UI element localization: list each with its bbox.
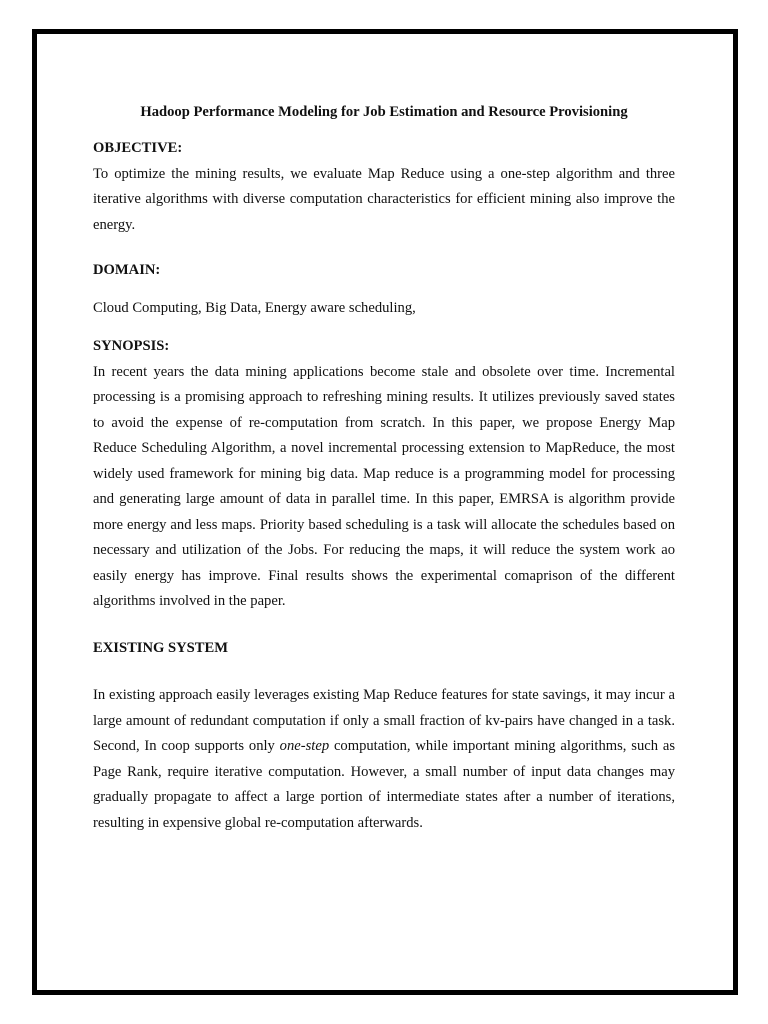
synopsis-heading: SYNOPSIS: <box>93 338 170 354</box>
objective-section <box>93 136 675 238</box>
existing-system-section <box>93 636 675 837</box>
objective-text: To optimize the mining results, we evaluate Map Reduce using a one-step algorithm and three iterative algorithms with diverse computation characteristics for efficient mining also improve the energy. <box>93 165 675 233</box>
synopsis-text: In recent years the data mining applications become stale and obsolete over time. Incremental processing is a promising approach to refreshing mining results. It utilizes previously saved states to avoid the expense of re-computation from scratch. In this paper, we propose Energy Map Reduce Scheduling Algorithm, a novel incremental processing extension to MapReduce, the most widely used framework for mining big data. Map reduce is a programming model for processing and generating large amount of data in parallel time. In this paper, EMRSA is algorithm provide more energy and less maps. Priority based scheduling is a task will allocate the schedules based on necessary and utilization of the Jobs. For reducing the maps, it will reduce the system work ao easily energy has improve. Final results shows the experimental comaprison of the different algorithms involved in the paper. <box>93 363 675 609</box>
synopsis-section <box>93 334 675 615</box>
existing-system-text <box>93 683 675 836</box>
document-body <box>93 101 675 836</box>
document-title: Hadoop Performance Modeling for Job Estimation and Resource Provisioning <box>140 104 628 120</box>
existing-system-text-part1: In existing approach easily leverages existing Map Reduce features for state savings, it may incur a large amount of redundant computation if only a small fraction of kv-pairs have changed in a task. Second, In coop supports only <box>93 687 675 754</box>
existing-system-heading: EXISTING SYSTEM <box>93 639 229 656</box>
domain-text: Cloud Computing, Big Data, Energy aware scheduling, <box>93 299 416 316</box>
domain-heading: DOMAIN: <box>93 262 161 278</box>
domain-section <box>93 258 675 321</box>
existing-system-emphasis: one-step <box>279 738 330 754</box>
objective-heading: OBJECTIVE: <box>93 140 183 156</box>
existing-system-text-part2: computation, while important mining algorithms, such as Page Rank, require iterative computation. However, a small number of input data changes may gradually propagate to affect a large portion of intermediate states after a number of iterations, resulting in expensive global re-computation afterwards. <box>93 738 675 831</box>
